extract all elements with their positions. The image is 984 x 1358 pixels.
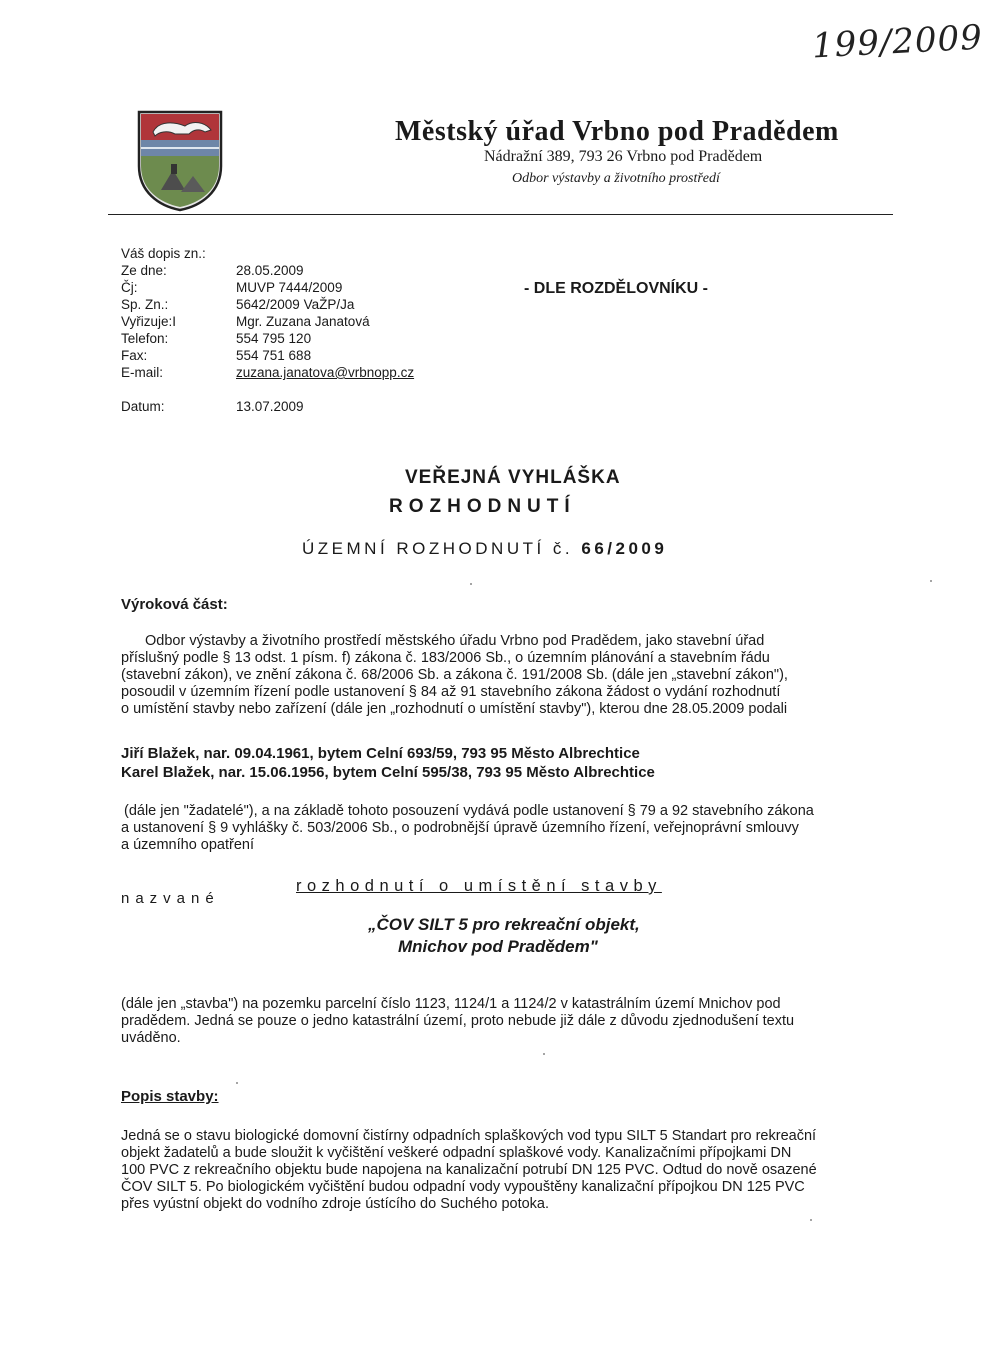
meta-label: Datum: — [121, 399, 165, 414]
paragraph-line: přes vyústní objekt do vodního zdroje ústícího do Suchého potoka. — [121, 1196, 550, 1212]
meta-value: 5642/2009 VaŽP/Ja — [236, 297, 355, 312]
meta-label: Fax: — [121, 348, 148, 363]
meta-value: 13.07.2009 — [236, 399, 304, 414]
meta-label: E-mail: — [121, 365, 164, 380]
office-name: Městský úřad Vrbno pod Pradědem — [395, 116, 839, 147]
header-divider — [108, 214, 893, 215]
scan-speck — [236, 1082, 238, 1084]
scan-speck — [543, 1053, 545, 1055]
paragraph-legal-basis — [121, 803, 897, 854]
paragraph-description — [121, 1128, 897, 1213]
scan-speck — [470, 583, 472, 585]
applicant-line: Jiří Blažek, nar. 09.04.1961, bytem Celní 693/59, 793 95 Město Albrechtice — [121, 745, 640, 762]
operative-part-heading: Výroková část: — [121, 596, 228, 613]
applicant-line: Karel Blažek, nar. 15.06.1956, bytem Celní 595/38, 793 95 Město Albrechtice — [121, 764, 655, 781]
meta-label: Sp. Zn.: — [121, 297, 169, 312]
decision-number-line — [302, 539, 667, 559]
named-label: nazvané — [121, 890, 220, 907]
paragraph-line: (stavební zákon), ve znění zákona č. 68/2006 Sb. a zákona č. 191/2008 Sb. (dále jen „stavební zákon"), — [121, 667, 788, 683]
decision-prefix: ÚZEMNÍ ROZHODNUTÍ č. — [302, 539, 574, 558]
paragraph-authority — [121, 633, 897, 718]
paragraph-line: posoudil v územním řízení podle ustanovení § 84 až 91 stavebního zákona žádost o vydání rozhodnutí — [121, 684, 781, 700]
paragraph-line: Jedná se o stavu biologické domovní čistírny odpadních splaškových vod typu SILT 5 Standart pro rekreační — [121, 1128, 817, 1144]
meta-value: MUVP 7444/2009 — [236, 280, 343, 295]
handwritten-reference: 199/2009 — [811, 17, 984, 67]
description-heading: Popis stavby: — [121, 1088, 219, 1105]
paragraph-line: ČOV SILT 5. Po biologickém vyčištění budou odpadní vody vypouštěny kanalizační přípojkou DN 125 PVC — [121, 1179, 805, 1195]
meta-value: 28.05.2009 — [236, 263, 304, 278]
meta-row-fax — [121, 348, 501, 365]
meta-row-date — [121, 399, 501, 416]
decision-kind-heading: rozhodnutí o umístění stavby — [296, 877, 662, 895]
scan-speck — [810, 1219, 812, 1221]
meta-label: Telefon: — [121, 331, 169, 346]
paragraph-line: Odbor výstavby a životního prostředí městského úřadu Vrbno pod Pradědem, jako stavební úřad — [145, 633, 765, 649]
paragraph-line: (dále jen "žadatelé"), a na základě tohoto posouzení vydává podle ustanovení § 79 a 92 stavebního zákona — [124, 803, 814, 819]
meta-label: Čj: — [121, 280, 138, 295]
notice-subtitle: ROZHODNUTÍ — [389, 496, 576, 517]
meta-row-reference-number — [121, 280, 501, 297]
office-address: Nádražní 389, 793 26 Vrbno pod Pradědem — [484, 148, 763, 165]
meta-label: Váš dopis zn.: — [121, 246, 206, 261]
paragraph-line: příslušný podle § 13 odst. 1 písm. f) zákona č. 183/2006 Sb., o územním plánování a stavebním řádu — [121, 650, 770, 666]
project-title-line-2: Mnichov pod Pradědem" — [398, 937, 598, 956]
meta-row-file-mark — [121, 297, 501, 314]
paragraph-line: a ustanovení § 9 vyhlášky č. 503/2006 Sb., o podrobnější úpravě územního řízení, veřejnoprávní smlouvy — [121, 820, 799, 836]
meta-row-date-from — [121, 263, 501, 280]
paragraph-parcels — [121, 996, 897, 1047]
scan-speck — [930, 580, 932, 582]
meta-row-handled-by — [121, 314, 501, 331]
paragraph-line: 100 PVC z rekreačního objektu bude napojena na kanalizační potrubí DN 125 PVC. Odtud do nově osazené — [121, 1162, 817, 1178]
paragraph-line: uváděno. — [121, 1030, 181, 1046]
meta-value: Mgr. Zuzana Janatová — [236, 314, 370, 329]
notice-title: VEŘEJNÁ VYHLÁŠKA — [405, 467, 621, 488]
office-department: Odbor výstavby a životního prostředí — [512, 171, 720, 186]
meta-row-phone — [121, 331, 501, 348]
meta-row-your-letter — [121, 246, 501, 263]
distribution-note: - DLE ROZDĚLOVNÍKU - — [524, 280, 708, 297]
meta-row-email — [121, 365, 501, 382]
meta-value: 554 795 120 — [236, 331, 312, 346]
paragraph-line: pradědem. Jedná se pouze o jedno katastrální území, proto nebude již dále z důvodu zjednodušení textu — [121, 1013, 795, 1029]
paragraph-line: a územního opatření — [121, 837, 255, 853]
email-link[interactable]: zuzana.janatova@vrbnopp.cz — [236, 365, 415, 380]
paragraph-line: (dále jen „stavba") na pozemku parcelní číslo 1123, 1124/1 a 1124/2 v katastrálním území Mnichov pod — [121, 996, 781, 1012]
meta-value: 554 751 688 — [236, 348, 312, 363]
meta-label: Ze dne: — [121, 263, 167, 278]
project-title-line-1: „ČOV SILT 5 pro rekreační objekt, — [368, 915, 640, 934]
paragraph-line: objekt žadatelů a bude sloužit k vyčištění veškeré odpadní splaškové vody. Kanalizačními přípojkami DN — [121, 1145, 792, 1161]
meta-label: Vyřizuje:I — [121, 314, 177, 329]
decision-number: 66/2009 — [581, 539, 668, 558]
coat-of-arms-icon — [135, 108, 225, 212]
paragraph-line: o umístění stavby nebo zařízení (dále jen „rozhodnutí o umístění stavby"), kterou dne 28.05.2009 podali — [121, 701, 788, 717]
